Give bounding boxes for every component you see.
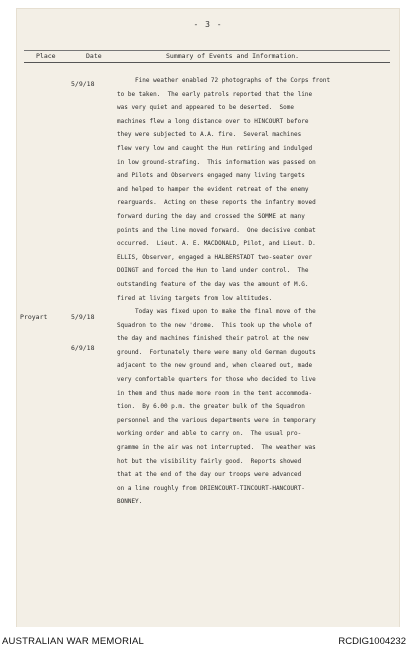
summary-line: DOINGT and forced the Hun to land under control. The bbox=[117, 267, 309, 275]
summary-text bbox=[117, 74, 398, 509]
summary-line: in them and thus made more room in the tent accommoda- bbox=[117, 389, 313, 397]
summary-line: personnel and the various departments were in temporary bbox=[117, 416, 316, 424]
column-header-date: Date bbox=[86, 52, 102, 60]
summary-line: to be taken. The early patrols reported that the line bbox=[117, 90, 313, 98]
summary-line: fired at living targets from low altitudes. bbox=[117, 294, 273, 302]
column-header-place: Place bbox=[36, 52, 56, 60]
entry-date: 5/9/18 bbox=[71, 313, 95, 321]
summary-line: rearguards. Acting on these reports the infantry moved bbox=[117, 199, 316, 207]
entry-place: Proyart bbox=[20, 313, 48, 321]
summary-line: adjacent to the new ground and, when cleared out, made bbox=[117, 362, 313, 370]
summary-line: and helped to hamper the evident retreat of the enemy bbox=[117, 185, 309, 193]
summary-line: very comfortable quarters for those who decided to live bbox=[117, 376, 316, 384]
summary-line: points and the line moved forward. One decisive combat bbox=[117, 226, 316, 234]
header-rule-top bbox=[24, 50, 390, 51]
summary-line: forward during the day and crossed the SOMME at many bbox=[117, 212, 305, 220]
summary-line: hot but the visibility fairly good. Reports showed bbox=[117, 457, 302, 465]
summary-line: working order and able to carry on. The usual pro- bbox=[117, 430, 302, 438]
summary-line: the day and machines finished their patrol at the new bbox=[117, 335, 309, 343]
summary-line: Today was fixed upon to make the final move of the bbox=[117, 308, 316, 316]
summary-line: on a line roughly from DRIENCOURT-TINCOURT-HANCOURT- bbox=[117, 484, 305, 492]
summary-line: BONNEY. bbox=[117, 498, 143, 506]
footer-institution: AUSTRALIAN WAR MEMORIAL bbox=[2, 636, 145, 647]
summary-line: and Pilots and Observers engaged many living targets bbox=[117, 172, 305, 180]
summary-line: flew very low and caught the Hun retiring and indulged bbox=[117, 144, 313, 152]
entry-date: 6/9/18 bbox=[71, 344, 95, 352]
summary-line: they were subjected to A.A. fire. Several machines bbox=[117, 131, 302, 139]
summary-line: occurred. Lieut. A. E. MACDONALD, Pilot, and Lieut. D. bbox=[117, 240, 316, 248]
footer-record-id: RCDIG1004232 bbox=[338, 636, 406, 647]
summary-line: Fine weather enabled 72 photographs of the Corps front bbox=[117, 77, 331, 84]
archive-footer bbox=[0, 627, 410, 653]
summary-line: machines flew a long distance over to HINCOURT before bbox=[117, 117, 309, 125]
summary-line: in low ground-strafing. This information was passed on bbox=[117, 158, 316, 166]
entry-date: 5/9/18 bbox=[71, 80, 95, 88]
summary-line: Squadron to the new 'drome. This took up the whole of bbox=[117, 321, 313, 329]
header-rule bbox=[24, 62, 390, 63]
page-number: - 3 - bbox=[193, 20, 223, 29]
column-header-row bbox=[16, 52, 400, 62]
summary-line: tion. By 6.00 p.m. the greater bulk of the Squadron bbox=[117, 403, 305, 411]
summary-line: gramme in the air was not interrupted. The weather was bbox=[117, 444, 316, 452]
summary-line: was very quiet and appeared to be deserted. Some bbox=[117, 104, 295, 112]
summary-line: ground. Fortunately there were many old German dugouts bbox=[117, 348, 316, 356]
column-header-summary: Summary of Events and Information. bbox=[166, 52, 300, 60]
summary-line: that at the end of the day our troops were advanced bbox=[117, 471, 302, 479]
summary-line: outstanding feature of the day was the amount of M.G. bbox=[117, 280, 309, 288]
summary-line: ELLIS, Observer, engaged a HALBERSTADT two-seater over bbox=[117, 253, 313, 261]
document-page bbox=[16, 8, 400, 628]
